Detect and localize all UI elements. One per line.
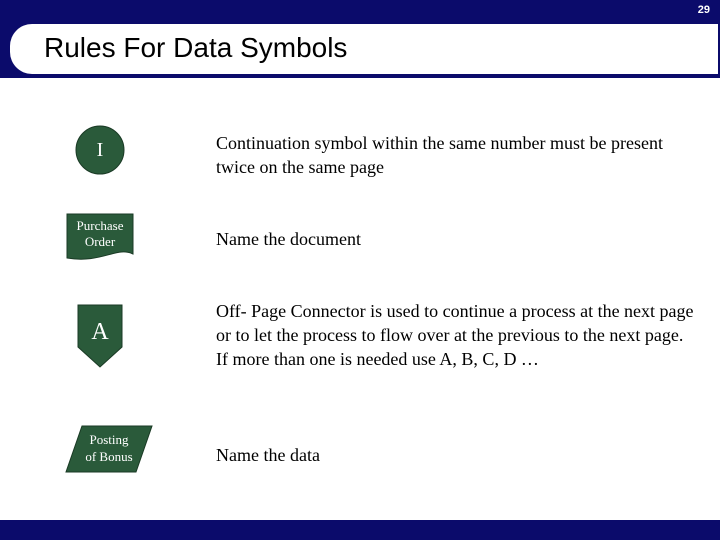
document-symbol-label (67, 214, 133, 254)
off-page-connector-label: A (91, 319, 109, 345)
off-page-connector-description: Off- Page Connector is used to continue a process at the next page or to let the process to flow over at the previous to the next page. If more than one is needed use A, B, C, D … (216, 301, 694, 369)
title-panel (10, 24, 718, 74)
top-banner (0, 0, 720, 78)
document-description: Name the document (216, 229, 361, 249)
data-description: Name the data (216, 445, 320, 465)
data-label-line2: of Bonus (85, 449, 133, 464)
data-symbol-label (76, 426, 142, 472)
page-title: Rules For Data Symbols (44, 32, 348, 63)
document-label-line1: Purchase (76, 217, 124, 233)
page-number: 29 (697, 4, 710, 16)
bottom-banner (0, 520, 720, 540)
data-label-line1: Posting (89, 432, 129, 448)
continuation-symbol-label: I (96, 138, 104, 161)
document-label-line2: Order (84, 234, 116, 249)
continuation-description: Continuation symbol within the same number must be present twice on the same page (216, 133, 663, 177)
